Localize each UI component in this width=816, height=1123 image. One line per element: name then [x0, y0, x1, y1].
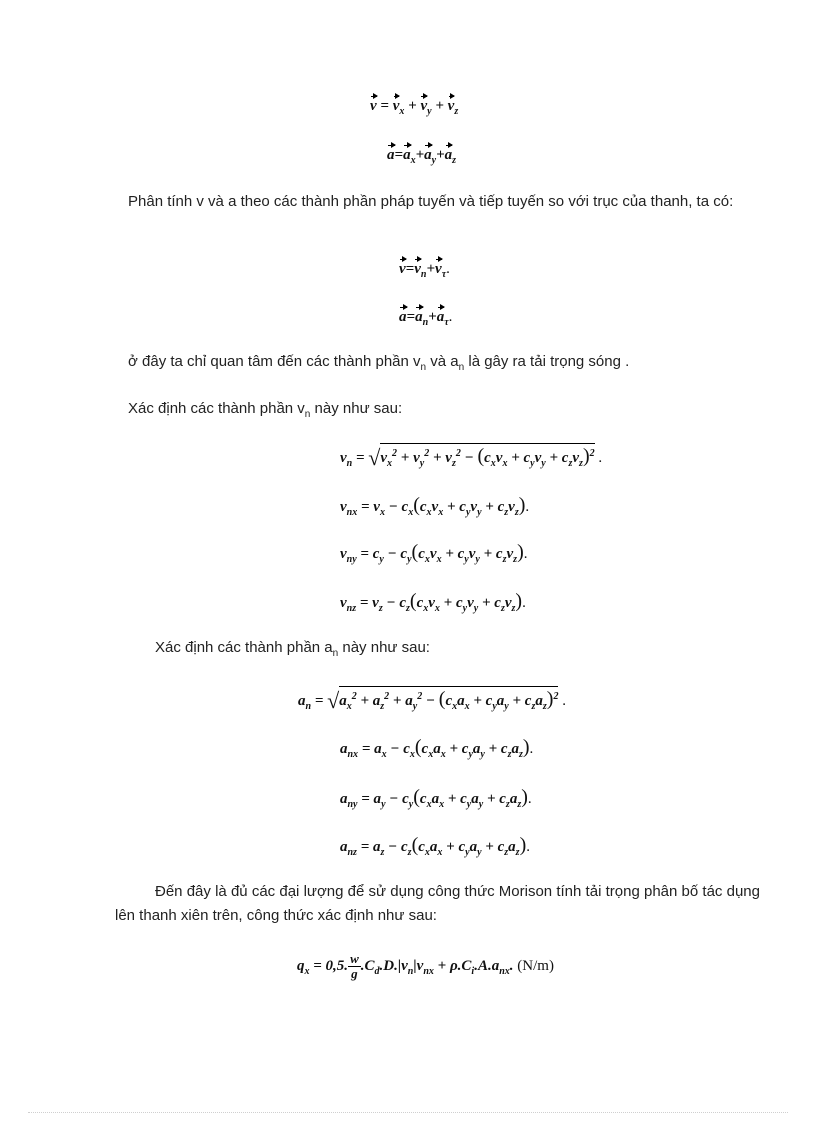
equation-acceleration-sum: $a=a_x+a_y+a_z$ [387, 147, 457, 166]
paragraph-morison-text: Đến đây là đủ các đại lượng để sử dụng công thức Morison tính tải trọng phân bố tác dụng lên thanh xiên trên, công thức xác định như sau: [115, 883, 760, 924]
page-bottom-divider [28, 1112, 788, 1113]
equation-anx: $a_{nx} = a_x - c_x(c_xa_x + c_ya_y + c_za_z)$. [340, 736, 534, 760]
equation-vny: $v_{ny} = c_y - c_y(c_xv_x + c_yv_y + c_zv_z)$. [340, 541, 528, 565]
equation-vnz: $v_{nz} = v_z - c_z(c_xv_x + c_yv_y + c_zv_z)$. [340, 590, 526, 614]
text-segment: và a [426, 353, 459, 370]
text-segment: ở đây ta chỉ quan tâm đến các thành phần v [128, 353, 421, 370]
equation-velocity-normal-tangent: $v=v_n+v_\tau$. [399, 261, 450, 280]
subscript-n: n [304, 409, 311, 420]
equation-velocity-sum: $v = v_x + v_y + v_z$ [370, 98, 459, 117]
unit-label: (N/m) [517, 957, 554, 974]
equation-an-magnitude: $a_n = √a_x^2 + a_z^2 + a_y^2 - (c_xa_x + c_ya_y + c_za_z)^2$ . [298, 688, 566, 713]
subscript-n: n [420, 362, 427, 373]
equation-morison: $q_x = 0,5$. $\frac{w}{g}$ $.C_d.D.|v_n|v_{nx} + \rho.C_i.A.a_{nx}$. (N/m) [297, 951, 554, 981]
paragraph-decomposition-text: Phân tính v và a theo các thành phần pháp tuyến và tiếp tuyến so với trục của thanh, ta có: [128, 193, 734, 210]
equation-vn-magnitude: $v_n = √v_x^2 + v_y^2 + v_z^2 - (c_xv_x + c_yv_y + c_zv_z)^2$ . [340, 445, 603, 470]
text-segment: là gây ra tải trọng sóng . [464, 353, 630, 370]
equation-vnx: $v_{nx} = v_x - c_x(c_xv_x + c_yv_y + c_zv_z)$. [340, 494, 530, 518]
subscript-n: n [332, 648, 339, 659]
paragraph-morison-intro [115, 880, 760, 928]
paragraph-vn-intro [128, 397, 768, 427]
text-segment: này như sau: [338, 639, 430, 656]
paragraph-normal-components [128, 350, 768, 380]
equation-any: $a_{ny} = a_y - c_y(c_xa_x + c_ya_y + c_za_z)$. [340, 786, 532, 810]
equation-acceleration-normal-tangent: $a=a_n+a_\tau$. [399, 309, 453, 328]
equation-anz: $a_{nz} = a_z - c_z(c_xa_x + c_ya_y + c_za_z)$. [340, 834, 530, 858]
paragraph-decomposition [115, 190, 760, 214]
subscript-n: n [458, 362, 465, 373]
paragraph-an-intro [155, 636, 755, 666]
text-segment: Xác định các thành phần v [128, 400, 305, 417]
text-segment: Xác định các thành phần a [155, 639, 333, 656]
text-segment: này như sau: [310, 400, 403, 417]
